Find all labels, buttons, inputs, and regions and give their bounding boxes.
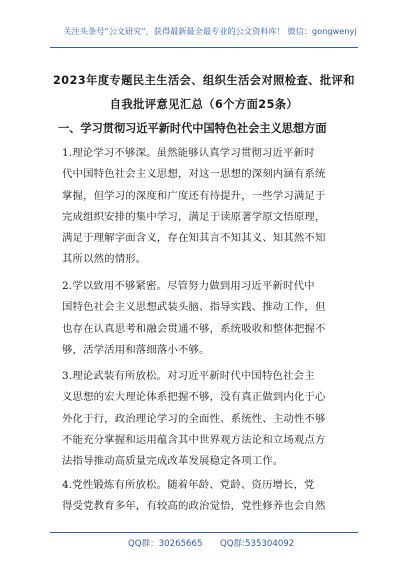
paragraph-line: 完成组织安排的集中学习，满足于读原著学原文悟原理，: [62, 210, 326, 223]
paragraph-3: [62, 366, 362, 472]
paragraph-line: 代中国特色社会主义思想，对这一思想的深刻内涵有系统: [62, 168, 326, 181]
paragraph-1: [62, 143, 362, 271]
paragraph-line: 3.理论武装有所放松。对习近平新时代中国特色社会主: [62, 370, 315, 382]
footer-qq-group-1: QQ群：30265665: [128, 539, 203, 549]
paragraph-line: 2.学以致用不够紧密。尽管努力做到用习近平新时代中: [62, 280, 315, 292]
paragraph-line: 不能充分掌握和运用蕴含其中世界观方法论和立场观点方: [62, 433, 326, 446]
header-promo-text: 关注头条号“公文研究”，获得最新最全最专业的公文资料库！ 微信：gongwenyj: [63, 26, 357, 36]
paragraph-line: 义思想的宏大理论体系把握不够，没有真正做到内化于心: [62, 391, 326, 404]
paragraph-2: [62, 276, 362, 361]
paragraph-line: 掌握，但学习的深度和广度还有待提升，一些学习满足于: [62, 189, 326, 202]
paragraph-line: 得受党教育多年，有较高的政治觉悟，党性修养也会自然: [62, 500, 326, 513]
footer-divider: [50, 532, 358, 533]
paragraph-line: 够，活学活用和落细落小不够。: [62, 343, 210, 356]
paragraph-line: 1.理论学习不够深。虽然能够认真学习贯彻习近平新时: [62, 147, 315, 159]
header-divider: [50, 47, 358, 48]
paragraph-line: 4.党性锻炼有所放松。随着年龄、党龄、资历增长，党: [62, 479, 315, 491]
paragraph-line: 外化于行，政治理论学习的全面性、系统性、主动性不够: [62, 412, 326, 425]
paragraph-line: 满足于理解字面含义，存在知其言不知其义、知其然不知: [62, 232, 326, 245]
paragraph-line: 其所以然的情形。: [62, 253, 147, 266]
section-heading: 一、学习贯彻习近平新时代中国特色社会主义思想方面: [58, 122, 327, 135]
document-title-line1: 2023年度专题民主生活会、组织生活会对照检查、批评和: [53, 74, 355, 87]
document-title-line2: 自我批评意见汇总（6个方面25条）: [109, 98, 299, 111]
footer-qq-group-2: QQ群:535304092: [220, 539, 295, 549]
paragraph-line: 法指导推动高质量完成改革发展稳定各项工作。: [62, 455, 284, 468]
paragraph-line: 也存在认真思考和融会贯通不够，系统吸收和整体把握不: [62, 322, 326, 335]
paragraph-4: [62, 475, 362, 518]
paragraph-line: 国特色社会主义思想武装头脑、指导实践、推动工作，但: [62, 301, 326, 314]
